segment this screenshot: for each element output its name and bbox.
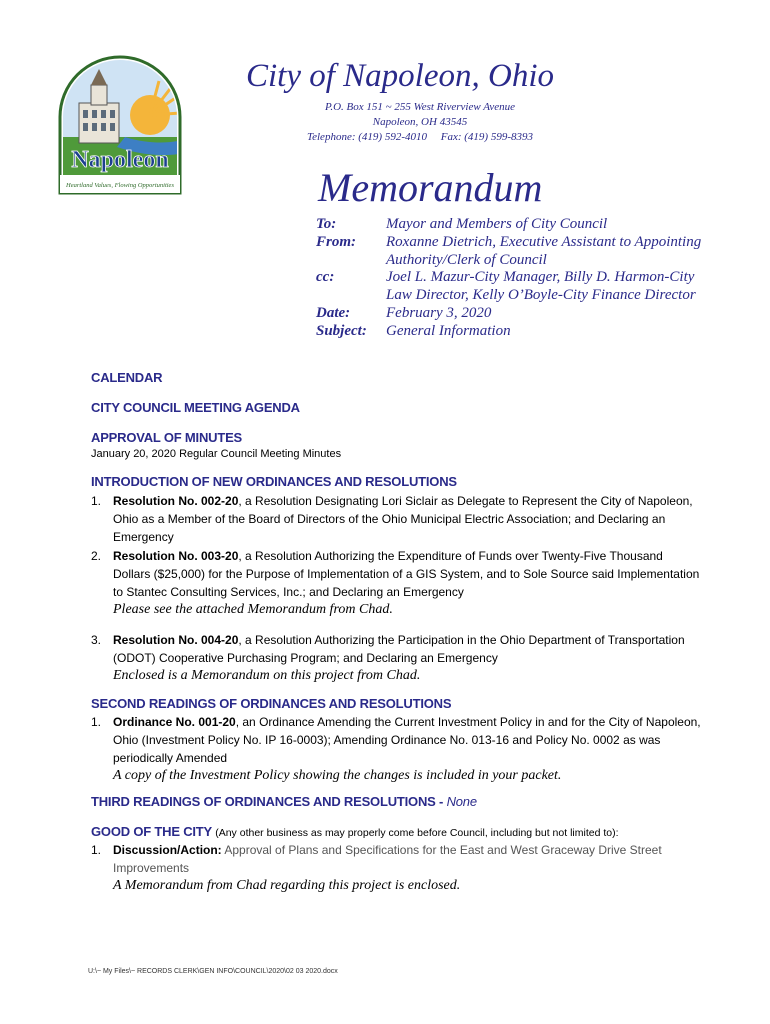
good-of-city-note: (Any other business as may properly come before Council, including but not limited to): [215, 827, 619, 839]
item-title: Discussion/Action: [113, 843, 222, 857]
item-text: Approval of Plans and Specifications for the East and West Graceway Drive Street Improvements [113, 843, 662, 875]
logo-tagline: Heartland Values, Flowing Opportunities [66, 182, 174, 189]
section-second-readings: SECOND READINGS OF ORDINANCES AND RESOLUTIONS [91, 696, 452, 711]
logo-name-text: Napoleon [71, 147, 169, 173]
item-note: Please see the attached Memorandum from Chad. [113, 602, 393, 617]
from-value: Roxanne Dietrich, Executive Assistant to Appointing Authority/Clerk of Council [386, 234, 702, 268]
memo-title: Memorandum [318, 165, 543, 210]
to-label: To: [316, 216, 337, 232]
item-text: , a Resolution Authorizing the Participation in the Ohio Department of Transportation (ODOT) Cooperative Purchasing Program; and Declaring an Emergency [113, 633, 685, 665]
item-number: 1. [91, 843, 102, 857]
item-note: Enclosed is a Memorandum on this project from Chad. [113, 668, 421, 683]
item-title: Resolution No. 004-20 [113, 633, 239, 647]
agenda-item [91, 547, 701, 619]
item-text: , a Resolution Designating Lori Siclair as Delegate to Represent the City of Napoleon, Ohio as a Member of the Board of Directors of the Ohio Municipal Electric Association; and Declaring an Emergency [113, 494, 693, 544]
address-line-2: Napoleon, OH 43545 [372, 116, 468, 128]
agenda-item [91, 492, 701, 546]
item-note: A copy of the Investment Policy showing the changes is included in your packet. [113, 768, 562, 783]
good-of-city-title: GOOD OF THE CITY [91, 824, 212, 839]
item-number: 3. [91, 633, 102, 647]
section-agenda: CITY COUNCIL MEETING AGENDA [91, 400, 300, 415]
address-line-1: P.O. Box 151 ~ 255 West Riverview Avenue [325, 101, 515, 113]
item-title: Ordinance No. 001-20 [113, 715, 236, 729]
date-value: February 3, 2020 [386, 305, 492, 321]
item-number: 1. [91, 494, 102, 508]
subject-label: Subject: [316, 323, 367, 339]
from-label: From: [316, 234, 357, 250]
date-label: Date: [316, 305, 351, 321]
section-introduction: INTRODUCTION OF NEW ORDINANCES AND RESOLUTIONS [91, 474, 457, 489]
agenda-item [91, 841, 701, 895]
address-line-3: Telephone: (419) 592-4010 Fax: (419) 599-8393 [307, 131, 533, 143]
city-title: City of Napoleon, Ohio [246, 58, 554, 94]
cc-label: cc: [316, 269, 335, 285]
item-text: , an Ordinance Amending the Current Investment Policy in and for the City of Napoleon, Ohio (Investment Policy No. IP 16-0003); Amending Ordinance No. 013-16 and Policy No. 0002 as was periodically Amended [113, 715, 701, 765]
section-minutes: APPROVAL OF MINUTES [91, 430, 243, 445]
section-calendar: CALENDAR [91, 370, 163, 385]
city-logo [55, 55, 185, 195]
item-number: 1. [91, 715, 102, 729]
item-title: Resolution No. 002-20 [113, 494, 239, 508]
item-title: Resolution No. 003-20 [113, 549, 239, 563]
item-number: 2. [91, 549, 102, 563]
to-value: Mayor and Members of City Council [386, 216, 608, 232]
item-text: , a Resolution Authorizing the Expenditure of Funds over Twenty-Five Thousand Dollars ($25,000) for the Purpose of Implementation of a GIS System, and to Sole Source said Implementation to Stantec Consulting Services, Inc.; and Declaring an Emergency [113, 549, 700, 599]
cc-value: Joel L. Mazur-City Manager, Billy D. Harmon-City Law Director, Kelly O’Boyle-City Finance Director [386, 269, 696, 303]
item-note: A Memorandum from Chad regarding this project is enclosed. [113, 878, 461, 893]
third-readings-title: THIRD READINGS OF ORDINANCES AND RESOLUTIONS - [91, 794, 444, 809]
footer-path: U:\~ My Files\~ RECORDS CLERK\GEN INFO\COUNCIL\2020\02 03 2020.docx [88, 968, 338, 975]
agenda-item [91, 631, 701, 685]
minutes-text: January 20, 2020 Regular Council Meeting Minutes [91, 448, 342, 460]
section-good-of-city [91, 824, 619, 839]
agenda-item [91, 713, 701, 785]
third-readings-none: None [446, 794, 477, 809]
subject-value: General Information [386, 323, 511, 339]
section-third-readings [91, 794, 477, 809]
